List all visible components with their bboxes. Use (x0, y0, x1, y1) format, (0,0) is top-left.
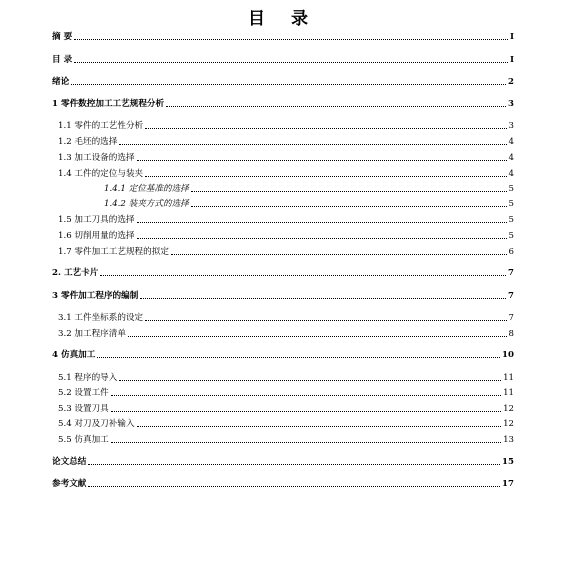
leader-dots (88, 486, 500, 487)
toc-entry-label: 5.3 设置刀具 (58, 404, 109, 415)
toc-entry-1-7 (52, 243, 514, 257)
toc-entry-label: 1.3 加工设备的选择 (58, 153, 135, 164)
toc-entry-page: 7 (508, 291, 514, 302)
leader-dots (171, 254, 507, 255)
leader-dots (88, 464, 500, 465)
toc-entry-label: 5.1 程序的导入 (58, 373, 118, 384)
toc-entry-5-5 (52, 431, 514, 445)
toc-entry-page: 2 (508, 77, 514, 88)
toc-entry-1-1 (52, 117, 514, 131)
toc-entry-1-3 (52, 149, 514, 163)
toc-entry-label: 5.2 设置工件 (58, 388, 109, 399)
toc-entry-label: 2. 工艺卡片 (52, 268, 99, 279)
leader-dots (111, 442, 501, 443)
toc-entry-label: 4 仿真加工 (52, 350, 96, 361)
toc-entry-1-4 (52, 165, 514, 179)
toc-entry-label: 5.4 对刀及刀补输入 (58, 419, 135, 430)
toc-entry-3-1 (52, 309, 514, 323)
toc-entry-contents (52, 51, 514, 65)
leader-dots (74, 39, 508, 40)
leader-dots (111, 395, 501, 396)
toc-entry-page: 5 (508, 231, 514, 242)
toc-entry-5-2 (52, 384, 514, 398)
leader-dots (71, 84, 506, 85)
toc-entry-chapter-2 (52, 264, 514, 278)
toc-entry-label: 1.4.2 装夹方式的选择 (104, 199, 189, 210)
leader-dots (137, 222, 507, 223)
toc-entry-page: 11 (503, 373, 514, 384)
toc-entry-label: 1.2 毛坯的选择 (58, 137, 118, 148)
toc-entry-label: 3.1 工件坐标系的设定 (58, 313, 144, 324)
toc-entry-chapter-1 (52, 95, 514, 109)
leader-dots (166, 106, 506, 107)
toc-entry-page: 5 (508, 199, 514, 210)
leader-dots (145, 176, 506, 177)
toc-entry-page: 17 (502, 479, 514, 490)
toc-entry-page: 5 (508, 215, 514, 226)
toc-entry-page: 3 (508, 121, 514, 132)
toc-entry-page: 8 (508, 329, 514, 340)
toc-entry-page: 7 (508, 268, 514, 279)
toc-entry-label: 摘 要 (52, 32, 73, 43)
leader-dots (137, 426, 502, 427)
leader-dots (119, 144, 506, 145)
toc-entry-page: 5 (508, 184, 514, 195)
toc-entry-chapter-3 (52, 287, 514, 301)
leader-dots (137, 160, 507, 161)
toc-entry-label: 1 零件数控加工工艺规程分析 (52, 99, 165, 110)
leader-dots (140, 298, 506, 299)
toc-entry-5-1 (52, 369, 514, 383)
toc-entry-page: I (509, 55, 514, 66)
toc-entry-1-4-1 (52, 180, 514, 194)
toc-entry-chapter-4 (52, 346, 514, 360)
toc-entry-1-5 (52, 211, 514, 225)
toc-entry-1-4-2 (52, 195, 514, 209)
leader-dots (145, 320, 506, 321)
toc-entry-3-2 (52, 325, 514, 339)
toc-entry-label: 论文总结 (52, 457, 87, 468)
toc-entry-label: 绪论 (52, 77, 70, 88)
toc-entry-label: 1.6 切削用量的选择 (58, 231, 135, 242)
leader-dots (74, 62, 508, 63)
toc-entry-label: 参考文献 (52, 479, 87, 490)
leader-dots (97, 357, 500, 358)
toc-entry-label: 1.4.1 定位基准的选择 (104, 184, 189, 195)
toc-entry-5-4 (52, 415, 514, 429)
leader-dots (128, 336, 507, 337)
toc-entry-label: 1.1 零件的工艺性分析 (58, 121, 144, 132)
page-title: 目 录 (248, 9, 318, 29)
toc-entry-page: 10 (502, 350, 514, 361)
leader-dots (111, 411, 501, 412)
toc-entry-label: 1.7 零件加工工艺规程的拟定 (58, 247, 169, 258)
toc-entry-page: 4 (508, 153, 514, 164)
leader-dots (191, 206, 507, 207)
toc-entry-5-3 (52, 400, 514, 414)
leader-dots (119, 380, 501, 381)
leader-dots (137, 238, 507, 239)
toc-entry-page: 4 (508, 137, 514, 148)
toc-entry-page: 11 (503, 388, 514, 399)
toc-entry-label: 1.4 工件的定位与装夹 (58, 169, 144, 180)
toc-entry-page: 4 (508, 169, 514, 180)
leader-dots (100, 275, 506, 276)
toc-entry-page: 7 (508, 313, 514, 324)
toc-entry-conclusion (52, 453, 514, 467)
toc-entry-page: I (509, 32, 514, 43)
leader-dots (191, 191, 507, 192)
toc-entry-label: 3.2 加工程序清单 (58, 329, 126, 340)
toc-entry-page: 13 (503, 435, 514, 446)
toc-entry-page: 12 (503, 419, 514, 430)
toc-entry-page: 6 (508, 247, 514, 258)
toc-entry-label: 1.5 加工刀具的选择 (58, 215, 135, 226)
toc-entry-page: 12 (503, 404, 514, 415)
toc-entry-abstract (52, 28, 514, 42)
toc-entry-introduction (52, 73, 514, 87)
toc-entry-page: 15 (502, 457, 514, 468)
toc-entry-page: 3 (508, 99, 514, 110)
toc-entry-label: 5.5 仿真加工 (58, 435, 109, 446)
toc-entry-references (52, 475, 514, 489)
toc-entry-1-6 (52, 227, 514, 241)
leader-dots (145, 128, 506, 129)
toc-entry-label: 3 零件加工程序的编制 (52, 291, 139, 302)
toc-entry-label: 目 录 (52, 55, 73, 66)
toc-entry-1-2 (52, 133, 514, 147)
